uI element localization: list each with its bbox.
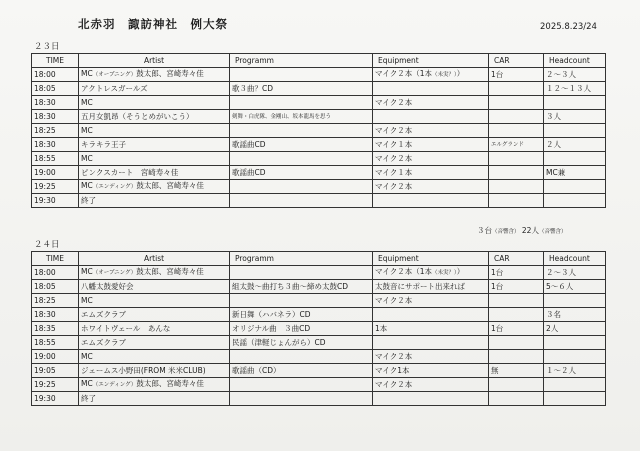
artist-cell bbox=[79, 138, 230, 152]
artist-cell bbox=[79, 180, 230, 194]
equipment-cell bbox=[373, 336, 489, 350]
equipment-cell bbox=[373, 82, 489, 96]
day1-schedule-table bbox=[31, 53, 606, 208]
equipment-text: マイク１本 bbox=[375, 139, 413, 149]
program-cell bbox=[230, 68, 373, 82]
artist-cell bbox=[79, 96, 230, 110]
program-cell bbox=[230, 266, 373, 280]
program-cell: 歌謡曲CD bbox=[230, 138, 373, 152]
equipment-cell bbox=[373, 280, 489, 294]
artist-name: 五月女凱昂（そうとめがいこう） bbox=[81, 111, 194, 121]
time-cell: 18:25 bbox=[32, 124, 79, 138]
headcount-cell bbox=[544, 378, 606, 392]
equipment-note: （未実？） bbox=[431, 270, 457, 276]
car-cell: 1台 bbox=[489, 280, 544, 294]
artist-cell bbox=[79, 110, 230, 124]
car-cell bbox=[489, 392, 544, 406]
equipment-text: マイク1本 bbox=[375, 365, 410, 375]
headcount-cell: １２～１３人 bbox=[544, 82, 606, 96]
equipment-cell bbox=[373, 364, 489, 378]
equipment-text: マイク２本 bbox=[375, 295, 413, 305]
artist-cell bbox=[79, 378, 230, 392]
time-cell: 18:30 bbox=[32, 110, 79, 124]
equipment-close: ） bbox=[456, 69, 465, 78]
artist-cell bbox=[79, 294, 230, 308]
time-cell: 18:55 bbox=[32, 336, 79, 350]
equipment-cell bbox=[373, 166, 489, 180]
col-time-header: TIME bbox=[32, 54, 79, 68]
artist-cell bbox=[79, 152, 230, 166]
col-headcount-header: Headcount bbox=[544, 54, 606, 68]
equipment-cell bbox=[373, 378, 489, 392]
car-cell bbox=[489, 166, 544, 180]
artist-name: MC bbox=[81, 153, 93, 163]
time-cell: 19:00 bbox=[32, 166, 79, 180]
artist-cell bbox=[79, 68, 230, 82]
program-cell: 歌３曲？CD bbox=[230, 82, 373, 96]
col-equipment-header: Equipment bbox=[373, 54, 489, 68]
equipment-text: マイク１本 bbox=[375, 167, 413, 177]
artist-name: MC bbox=[81, 69, 93, 78]
program-cell bbox=[230, 124, 373, 138]
time-cell: 19:30 bbox=[32, 392, 79, 406]
time-cell: 18:00 bbox=[32, 266, 79, 280]
artist-cell bbox=[79, 322, 230, 336]
artist-name: MC bbox=[81, 181, 93, 190]
artist-cell bbox=[79, 392, 230, 406]
time-cell: 19:00 bbox=[32, 350, 79, 364]
car-cell bbox=[489, 294, 544, 308]
artist-cell bbox=[79, 266, 230, 280]
artist-cell bbox=[79, 166, 230, 180]
equipment-cell bbox=[373, 194, 489, 208]
time-cell: 18:30 bbox=[32, 138, 79, 152]
car-cell bbox=[489, 152, 544, 166]
equipment-text: マイク２本 bbox=[375, 97, 413, 107]
program-cell bbox=[230, 194, 373, 208]
artist-name: MC bbox=[81, 267, 93, 276]
program-cell bbox=[230, 180, 373, 194]
artist-name: キラキラ王子 bbox=[81, 139, 126, 149]
equipment-text: マイク２本 bbox=[375, 181, 413, 191]
artist-cell bbox=[79, 82, 230, 96]
headcount-cell: ３人 bbox=[544, 110, 606, 124]
equipment-text: マイク２本 bbox=[375, 351, 413, 361]
artist-cell bbox=[79, 280, 230, 294]
equipment-cell bbox=[373, 124, 489, 138]
equipment-note: （未実？） bbox=[431, 72, 457, 78]
equipment-cell bbox=[373, 350, 489, 364]
artist-name: アクトレスガールズ bbox=[81, 83, 148, 93]
car-cell: 1台 bbox=[489, 266, 544, 280]
equipment-cell bbox=[373, 180, 489, 194]
document-date: 2025.8.23/24 bbox=[540, 22, 597, 32]
day2-schedule-table bbox=[31, 251, 606, 406]
artist-detail: 鼓太郎、宮崎寿々佳 bbox=[136, 267, 204, 276]
artist-note: （エンディング） bbox=[92, 382, 137, 388]
program-cell bbox=[230, 378, 373, 392]
table-row bbox=[32, 110, 606, 124]
program-cell: オリジナル曲 ３曲CD bbox=[230, 322, 373, 336]
time-cell: 19:25 bbox=[32, 378, 79, 392]
table-row bbox=[32, 266, 606, 280]
artist-name: MC bbox=[81, 125, 93, 135]
headcount-cell bbox=[544, 96, 606, 110]
day2-label: ２４日 bbox=[34, 240, 60, 250]
table-row bbox=[32, 280, 606, 294]
table-row bbox=[32, 166, 606, 180]
table-row bbox=[32, 68, 606, 82]
artist-name: MC bbox=[81, 295, 93, 305]
headcount-cell: ２人 bbox=[544, 138, 606, 152]
table-row bbox=[32, 96, 606, 110]
table-row bbox=[32, 82, 606, 96]
program-cell bbox=[230, 96, 373, 110]
time-cell: 19:30 bbox=[32, 194, 79, 208]
table-row bbox=[32, 322, 606, 336]
table-row bbox=[32, 194, 606, 208]
headcount-cell: 2人 bbox=[544, 322, 606, 336]
headcount-cell bbox=[544, 336, 606, 350]
time-cell: 18:30 bbox=[32, 308, 79, 322]
equipment-text: マイク２本（1本 bbox=[375, 267, 432, 276]
headcount-cell: ２～３人 bbox=[544, 266, 606, 280]
car-cell bbox=[489, 350, 544, 364]
time-cell: 18:00 bbox=[32, 68, 79, 82]
equipment-text: マイク２本 bbox=[375, 153, 413, 163]
col-program-header: Programm bbox=[230, 252, 373, 266]
equipment-text: 1本 bbox=[375, 323, 388, 333]
equipment-text: マイク２本 bbox=[375, 379, 413, 389]
equipment-cell bbox=[373, 110, 489, 124]
equipment-cell bbox=[373, 68, 489, 82]
artist-cell bbox=[79, 194, 230, 208]
col-car-header: CAR bbox=[489, 252, 544, 266]
artist-cell bbox=[79, 364, 230, 378]
headcount-cell bbox=[544, 294, 606, 308]
time-cell: 18:05 bbox=[32, 280, 79, 294]
headcount-cell: ３名 bbox=[544, 308, 606, 322]
car-cell bbox=[489, 82, 544, 96]
equipment-cell bbox=[373, 138, 489, 152]
program-cell: 歌謡曲（CD） bbox=[230, 364, 373, 378]
table-row bbox=[32, 138, 606, 152]
table-row bbox=[32, 350, 606, 364]
day1-label: ２３日 bbox=[34, 42, 60, 52]
artist-name: ピンクスカート 宮崎寿々佳 bbox=[81, 167, 179, 177]
table-row bbox=[32, 180, 606, 194]
artist-cell bbox=[79, 124, 230, 138]
program-cell bbox=[230, 294, 373, 308]
time-cell: 18:05 bbox=[32, 82, 79, 96]
headcount-cell bbox=[544, 194, 606, 208]
headcount-cell bbox=[544, 350, 606, 364]
artist-name: MC bbox=[81, 379, 93, 388]
car-cell bbox=[489, 110, 544, 124]
equipment-cell bbox=[373, 152, 489, 166]
col-time-header: TIME bbox=[32, 252, 79, 266]
table-row bbox=[32, 124, 606, 138]
car-cell: 無 bbox=[489, 364, 544, 378]
headcount-cell: １～２人 bbox=[544, 364, 606, 378]
artist-name: MC bbox=[81, 97, 93, 107]
day1-header-row bbox=[32, 54, 606, 68]
time-cell: 19:25 bbox=[32, 180, 79, 194]
program-cell: 歌謡曲CD bbox=[230, 166, 373, 180]
car-cell bbox=[489, 378, 544, 392]
car-cell: エルグランド bbox=[489, 138, 544, 152]
car-cell bbox=[489, 180, 544, 194]
program-cell: 剣舞・白虎隊、金剛山、坂本龍馬を思う bbox=[230, 110, 373, 124]
program-cell bbox=[230, 392, 373, 406]
artist-name: 終了 bbox=[81, 393, 96, 403]
car-cell bbox=[489, 96, 544, 110]
headcount-cell: 5～６人 bbox=[544, 280, 606, 294]
artist-name: MC bbox=[81, 351, 93, 361]
car-cell: 1台 bbox=[489, 68, 544, 82]
total-cars-note: （音響含） bbox=[492, 229, 520, 235]
artist-name: 終了 bbox=[81, 195, 96, 205]
program-cell: 組太鼓～曲打ち３曲～締め太鼓CD bbox=[230, 280, 373, 294]
program-cell: 新日舞（ハバネラ）CD bbox=[230, 308, 373, 322]
time-cell: 18:25 bbox=[32, 294, 79, 308]
equipment-cell bbox=[373, 266, 489, 280]
car-cell bbox=[489, 308, 544, 322]
total-people-note: （音響含） bbox=[538, 229, 567, 235]
headcount-cell bbox=[544, 124, 606, 138]
col-headcount-header: Headcount bbox=[544, 252, 606, 266]
day1-totals bbox=[477, 225, 566, 236]
artist-note: （オープニング） bbox=[92, 270, 137, 276]
artist-detail: 鼓太郎、宮崎寿々佳 bbox=[136, 379, 204, 388]
artist-detail: 鼓太郎、宮崎寿々佳 bbox=[136, 181, 204, 190]
table-row bbox=[32, 378, 606, 392]
artist-name: エムズクラブ bbox=[81, 337, 126, 347]
equipment-cell bbox=[373, 308, 489, 322]
time-cell: 18:55 bbox=[32, 152, 79, 166]
col-artist-header: Artist bbox=[79, 252, 230, 266]
equipment-cell bbox=[373, 392, 489, 406]
day2-header-row bbox=[32, 252, 606, 266]
col-program-header: Programm bbox=[230, 54, 373, 68]
artist-name: 八幡太鼓愛好会 bbox=[81, 281, 134, 291]
artist-name: ジェームス小野田(FROM 米米CLUB) bbox=[81, 365, 206, 375]
col-artist-header: Artist bbox=[79, 54, 230, 68]
artist-detail: 鼓太郎、宮崎寿々佳 bbox=[136, 69, 204, 78]
total-people: 22人 bbox=[521, 226, 539, 235]
car-cell bbox=[489, 194, 544, 208]
equipment-text: 太鼓音にサポート出来れば bbox=[375, 281, 465, 291]
headcount-cell: MC兼 bbox=[544, 166, 606, 180]
headcount-cell bbox=[544, 152, 606, 166]
time-cell: 18:35 bbox=[32, 322, 79, 336]
table-row bbox=[32, 152, 606, 166]
time-cell: 19:05 bbox=[32, 364, 79, 378]
equipment-text: マイク２本 bbox=[375, 125, 413, 135]
car-cell: 1台 bbox=[489, 322, 544, 336]
artist-cell bbox=[79, 336, 230, 350]
artist-cell bbox=[79, 350, 230, 364]
table-row bbox=[32, 336, 606, 350]
artist-name: エムズクラブ bbox=[81, 309, 126, 319]
program-cell bbox=[230, 350, 373, 364]
equipment-cell bbox=[373, 294, 489, 308]
artist-note: （オープニング） bbox=[92, 72, 137, 78]
artist-note: （エンディング） bbox=[92, 184, 137, 190]
program-cell: 民謡（津軽じょんがら）CD bbox=[230, 336, 373, 350]
total-cars: ３台 bbox=[477, 226, 492, 235]
col-car-header: CAR bbox=[489, 54, 544, 68]
program-cell bbox=[230, 152, 373, 166]
equipment-close: ） bbox=[456, 267, 465, 276]
car-cell bbox=[489, 124, 544, 138]
headcount-cell: ２～３人 bbox=[544, 68, 606, 82]
table-row bbox=[32, 392, 606, 406]
equipment-cell bbox=[373, 96, 489, 110]
headcount-cell bbox=[544, 392, 606, 406]
document-title: 北赤羽 諏訪神社 例大祭 bbox=[78, 17, 228, 31]
headcount-cell bbox=[544, 180, 606, 194]
car-cell bbox=[489, 336, 544, 350]
time-cell: 18:30 bbox=[32, 96, 79, 110]
col-equipment-header: Equipment bbox=[373, 252, 489, 266]
table-row bbox=[32, 294, 606, 308]
artist-name: ホワイトヴェール あんな bbox=[81, 323, 171, 333]
table-row bbox=[32, 364, 606, 378]
table-row bbox=[32, 308, 606, 322]
equipment-cell bbox=[373, 322, 489, 336]
equipment-text: マイク２本（1本 bbox=[375, 69, 432, 78]
artist-cell bbox=[79, 308, 230, 322]
